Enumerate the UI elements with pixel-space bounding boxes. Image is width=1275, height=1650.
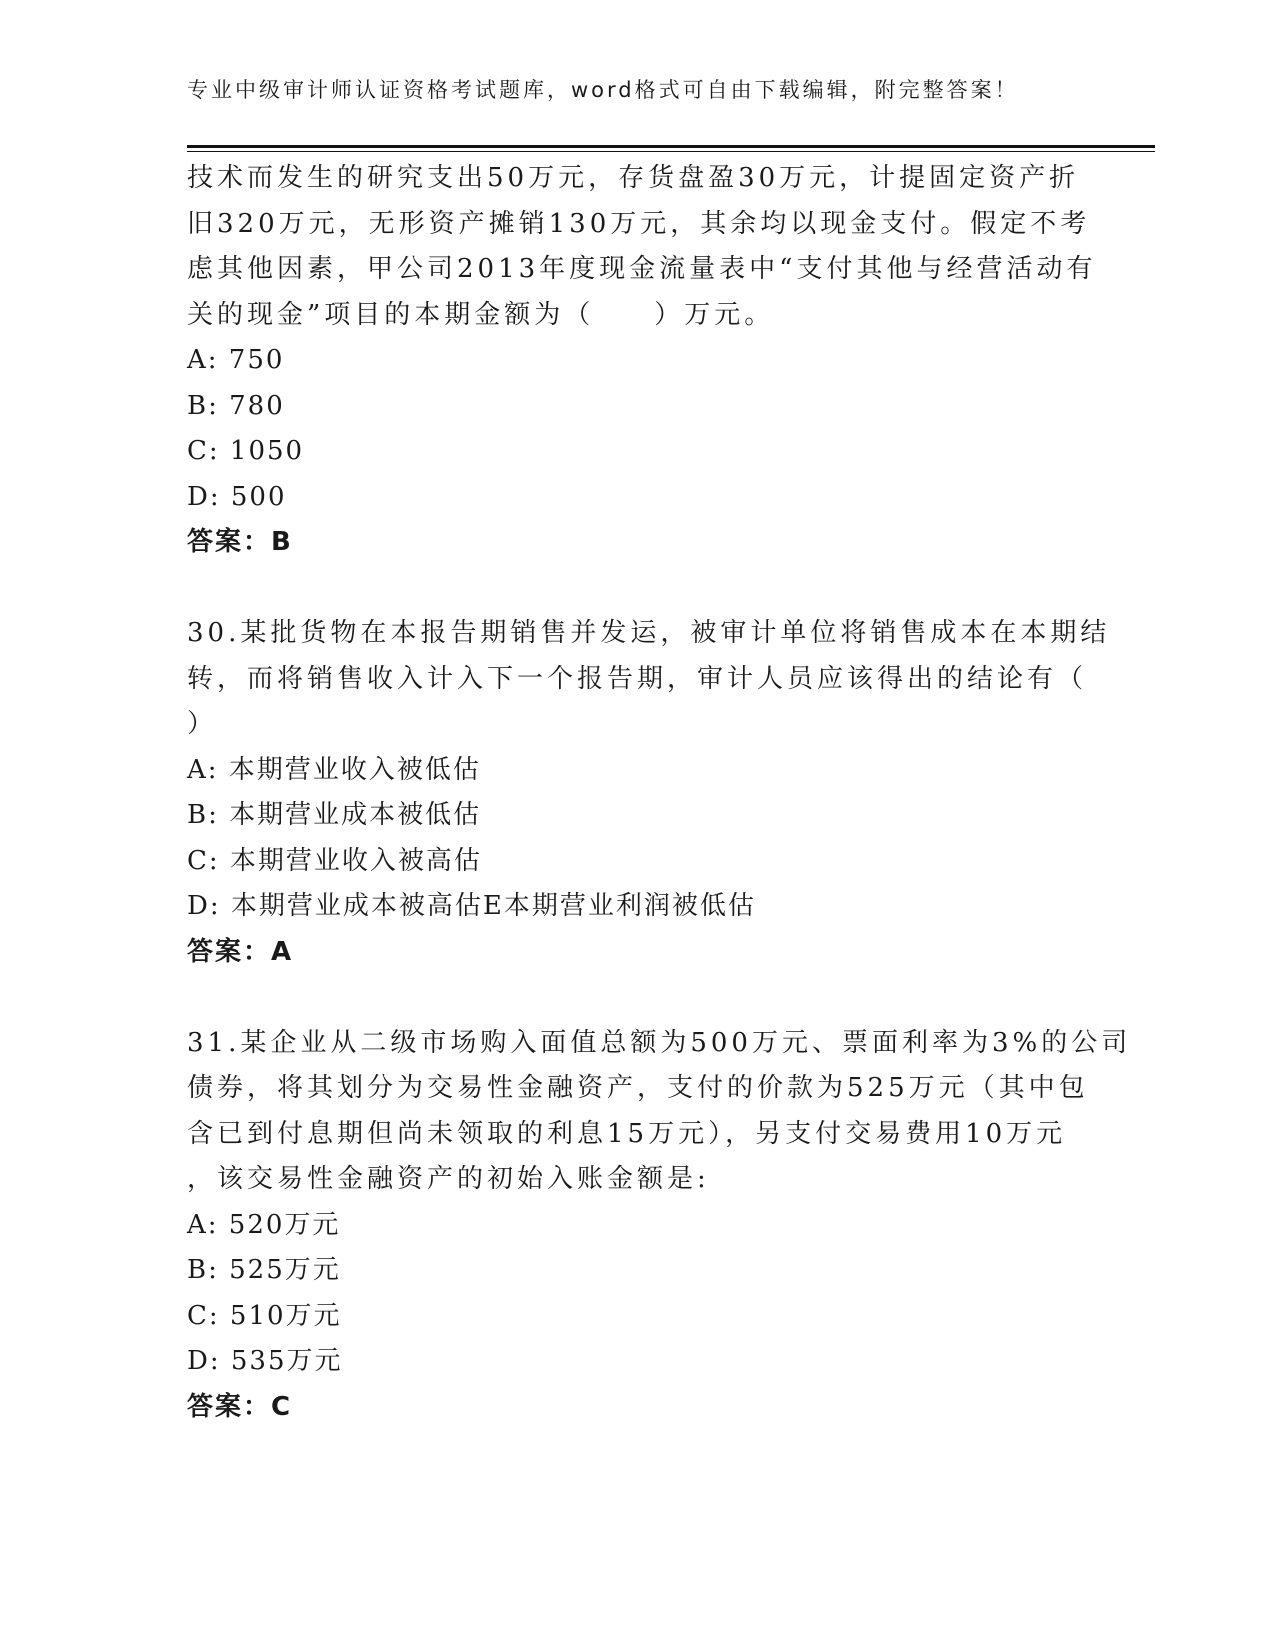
option-d: D: 535万元	[187, 1346, 343, 1376]
question-text-line: 30.某批货物在本报告期销售并发运，被审计单位将销售成本在本期结	[187, 618, 1111, 648]
option-d: D: 本期营业成本被高估E本期营业利润被低估	[187, 891, 756, 921]
question-text-line: 技术而发生的研究支出50万元，存货盘盈30万元，计提固定资产折	[187, 163, 1080, 193]
question-30	[187, 611, 1111, 975]
answer-label: 答案：A	[187, 936, 294, 967]
option-b: B: 525万元	[187, 1255, 341, 1285]
question-text-line: 转，而将销售收入计入下一个报告期，审计人员应该得出的结论有（	[187, 663, 1088, 694]
option-a: A: 520万元	[187, 1209, 341, 1240]
question-text-line: 旧320万元，无形资产摊销130万元，其余均以现金支付。假定不考	[187, 208, 1091, 239]
question-text-line: 虑其他因素，甲公司2013年度现金流量表中“支付其他与经营活动有	[187, 254, 1097, 284]
spacer	[187, 975, 1087, 1021]
page-header: 专业中级审计师认证资格考试题库，word格式可自由下载编辑，附完整答案！	[187, 78, 1019, 102]
question-31	[187, 1021, 1132, 1431]
question-29	[187, 156, 1097, 566]
question-text-line: 31.某企业从二级市场购入面值总额为500万元、票面利率为3%的公司	[187, 1027, 1132, 1058]
option-c: C: 1050	[187, 436, 305, 466]
option-c: C: 510万元	[187, 1300, 342, 1331]
answer-label: 答案：B	[187, 527, 293, 557]
question-text-line: 债券，将其划分为交易性金融资产，支付的价款为525万元（其中包	[187, 1073, 1089, 1103]
option-d: D: 500	[187, 481, 287, 512]
question-text-line: 含已到付息期但尚未领取的利息15万元），另支付交易费用10万元	[187, 1118, 1067, 1149]
option-c: C: 本期营业收入被高估	[187, 845, 482, 876]
answer-label: 答案：C	[187, 1391, 293, 1422]
option-b: B: 780	[187, 390, 285, 421]
question-text-line: 关的现金”项目的本期金额为（ ）万元。	[187, 299, 775, 330]
option-b: B: 本期营业成本被低估	[187, 800, 482, 830]
option-a: A: 750	[187, 345, 285, 375]
question-text-line: ）	[187, 709, 218, 739]
spacer	[187, 566, 1087, 612]
option-a: A: 本期营业收入被低估	[187, 754, 481, 785]
header-rule-thin	[187, 151, 1155, 152]
document-body	[187, 156, 1132, 1430]
question-text-line: ，该交易性金融资产的初始入账金额是:	[187, 1164, 710, 1194]
header-rule-thick	[187, 145, 1155, 148]
